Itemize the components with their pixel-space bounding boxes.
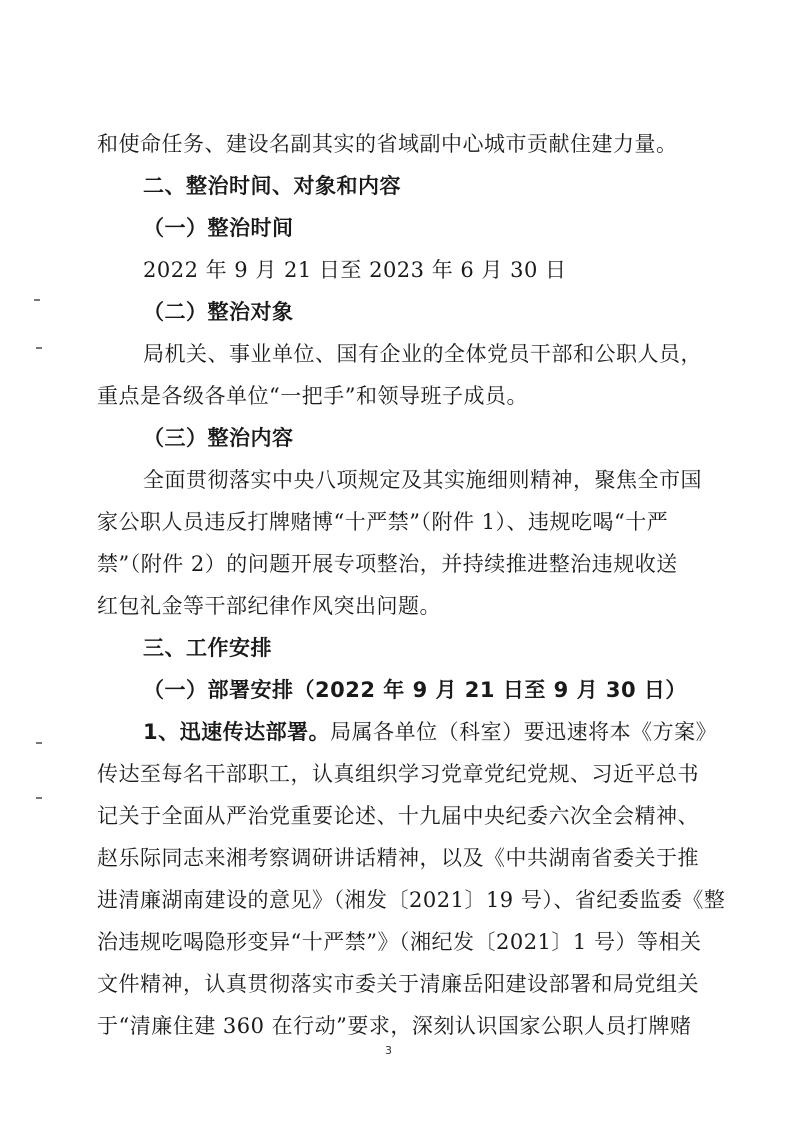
item-lead: 1、迅速传达部署。 xyxy=(143,720,331,744)
text-line: 治违规吃喝隐形变异“十严禁”》（湘纪发〔2021〕1 号）等相关 xyxy=(97,930,702,954)
text-line: 家公职人员违反打牌赌博“十严禁”（附件 1）、违规吃喝“十严 xyxy=(97,510,669,534)
text-line: 2022 年 9 月 21 日至 2023 年 6 月 30 日 xyxy=(143,258,567,282)
text-line: 1、迅速传达部署。局属各单位（科室）要迅速将本《方案》 xyxy=(143,720,718,744)
section-heading: 二、整治时间、对象和内容 xyxy=(143,174,401,198)
scan-mark xyxy=(36,347,42,349)
text-line: 全面贯彻落实中央八项规定及其实施细则精神，聚焦全市国 xyxy=(143,468,702,492)
text-line: 红包礼金等干部纪律作风突出问题。 xyxy=(97,594,441,618)
scan-mark xyxy=(36,742,42,744)
text-line: 局机关、事业单位、国有企业的全体党员干部和公职人员， xyxy=(143,342,702,366)
text-line: 于“清廉住建 360 在行动”要求，深刻认识国家公职人员打牌赌 xyxy=(97,1014,692,1038)
subsection-heading: （一）部署安排（2022 年 9 月 21 日至 9 月 30 日） xyxy=(143,678,687,702)
text-line: 禁”（附件 2）的问题开展专项整治，并持续推进整治违规收送 xyxy=(97,552,678,576)
text-line: 文件精神，认真贯彻落实市委关于清廉岳阳建设部署和局党组关 xyxy=(97,972,699,996)
text-line: 和使命任务、建设名副其实的省域副中心城市贡献住建力量。 xyxy=(97,132,678,156)
page-number: 3 xyxy=(385,1044,392,1057)
text-line: 记关于全面从严治党重要论述、十九届中央纪委六次全会精神、 xyxy=(97,804,699,828)
text-line: 重点是各级各单位“一把手”和领导班子成员。 xyxy=(97,384,528,408)
section-heading: 三、工作安排 xyxy=(143,636,272,660)
scan-mark xyxy=(36,797,42,799)
subsection-heading: （三）整治内容 xyxy=(143,426,294,450)
text-line: 赵乐际同志来湘考察调研讲话精神，以及《中共湖南省委关于推 xyxy=(97,846,699,870)
text-line: 进清廉湖南建设的意见》（湘发〔2021〕19 号）、省纪委监委《整 xyxy=(97,888,726,912)
subsection-heading: （二）整治对象 xyxy=(143,300,294,324)
subsection-heading: （一）整治时间 xyxy=(143,216,294,240)
text-line: 传达至每名干部职工，认真组织学习党章党纪党规、习近平总书 xyxy=(97,762,699,786)
scan-mark xyxy=(34,299,40,301)
